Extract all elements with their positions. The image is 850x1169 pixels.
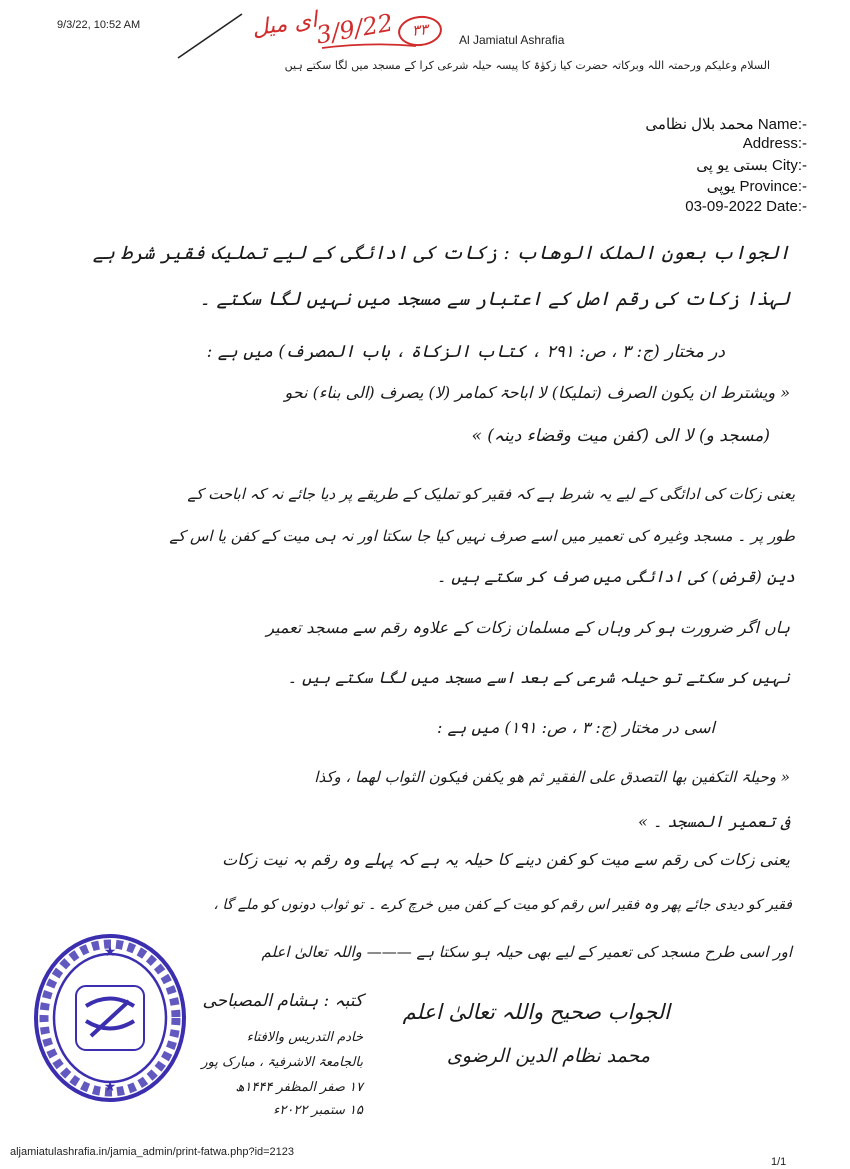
answer-line-16: اور اسی طرح مسجد کی تعمیر کے لیے بھی حیلہ ہو سکتا ہے ——— واللہ تعالیٰ اعلم [261, 943, 792, 961]
answer-line-1: الجواب بعون الملک الوھاب : زکات کی ادائگی کے لیے تملیک فقیر شرط ہے [92, 242, 790, 264]
red-number-text: ۳۳ [410, 20, 429, 40]
svg-text:★: ★ [103, 944, 117, 960]
answer-line-5: (مسجد و) لا الی (کفن میت وقضاء دینہ) » [471, 426, 770, 446]
page-number: 1/1 [771, 1156, 787, 1168]
date-label: Date:- [766, 198, 807, 215]
pen-stroke [170, 8, 250, 68]
writer-gregorian-date: ۱۵ ستمبر ۲۰۲۲ء [273, 1103, 363, 1118]
address-label: Address:- [742, 135, 807, 152]
date-value: 03-09-2022 [685, 198, 762, 215]
official-stamp [31, 931, 189, 1110]
red-annotation-name: ای میل [250, 7, 319, 42]
answer-line-14: یعنی زکات کی رقم سے میت کو کفن دینے کا حیلہ یہ ہے کہ پہلے وہ رقم بہ نیت زکات [222, 850, 790, 869]
answer-line-12: « وحیلۃ التکفین بھا التصدق علی الفقیر ثم ھو یکفن فیکون الثواب لھما ، وکذا [314, 768, 790, 786]
site-name: Al Jamiatul Ashrafia [459, 33, 565, 47]
date-field [407, 198, 807, 215]
red-annotation-date: 3/9/22 [314, 8, 396, 50]
answer-line-11: اسی در مختار (ج: ۳ ، ص: ۱۹۱) میں ہے : [437, 718, 715, 737]
writer-signature: کتبہ : ہشام المصباحی [202, 991, 363, 1011]
name-field [407, 115, 807, 133]
name-label: Name:- [757, 116, 807, 133]
stamp-graphic [31, 931, 189, 1106]
answer-line-9: ہاں اگر ضرورت ہو کر وہاں کے مسلمان زکات کے علاوہ رقم سے مسجد تعمیر [266, 618, 790, 637]
answer-line-2: لہذا زکات کی رقم اصل کے اعتبار سے مسجد میں نہیں لگا سکتے ۔ [199, 288, 790, 310]
answer-line-7: طور پر ۔ مسجد وغیرہ کی تعمیر میں اسے صرف نہیں کیا جا سکتا اور نہ ہی میت کے کفن یا اس کے [169, 527, 795, 545]
answer-line-4: « ویشترط ان یکون الصرف (تملیکا) لا اباحۃ کمامر (لا) یصرف (الی بناء) نحو [284, 383, 790, 402]
address-field [407, 135, 807, 152]
city-field [407, 156, 807, 174]
footer-url: aljamiatulashrafia.in/jamia_admin/print-fatwa.php?id=2123 [10, 1146, 295, 1158]
verifier-endorsement: الجواب صحیح واللہ تعالیٰ اعلم [402, 1000, 670, 1024]
question-text: السلام وعلیکم ورحمتہ اللہ وبرکاتہ حضرت کیا زکوٰۃ کا پیسہ حیلہ شرعی کرا کے مسجد میں لگا سکتے ہیں [284, 59, 770, 72]
svg-text:★: ★ [103, 1079, 117, 1095]
city-label: City:- [772, 157, 807, 174]
answer-line-15: فقیر کو دیدی جائے پھر وہ فقیر اس رقم کو میت کے کفن میں خرچ کرے ۔ تو ثواب دونوں کو ملے گا ، [213, 897, 792, 913]
answer-line-13: فی تعمیر المسجد ۔ » [637, 812, 790, 831]
province-label: Province:- [739, 178, 807, 195]
answer-line-10: نہیں کر سکتے تو حیلہ شرعی کے بعد اسے مسجد میں لگا سکتے ہیں ۔ [287, 668, 790, 687]
province-field [407, 177, 807, 195]
verifier-name: محمد نظام الدین الرضوی [446, 1045, 650, 1067]
answer-line-3: در مختار (ج: ۳ ، ص: ۲۹۱ ، کتاب الزکاۃ ، باب المصرف) میں ہے : [206, 342, 725, 362]
writer-institution: بالجامعۃ الاشرفیۃ ، مبارک پور [201, 1055, 363, 1070]
province-value: یوپی [706, 178, 736, 195]
name-value: محمد بلال نظامی [645, 116, 754, 133]
writer-hijri-date: ۱۷ صفر المظفر ۱۴۴۴ھ [235, 1080, 363, 1095]
answer-line-8: دین (قرض) کی ادائگی میں صرف کر سکتے ہیں ۔ [436, 567, 795, 586]
print-timestamp: 9/3/22, 10:52 AM [57, 19, 141, 31]
answer-line-6: یعنی زکات کی ادائگی کے لیے یہ شرط ہے کہ فقیر کو تملیک کے طریقے پر دیا جائے نہ کہ اباحت کے [187, 485, 795, 503]
city-value: بستی یو پی [696, 157, 768, 174]
date-underline [320, 40, 420, 52]
writer-title: خادم التدریس والافتاء [246, 1030, 363, 1045]
